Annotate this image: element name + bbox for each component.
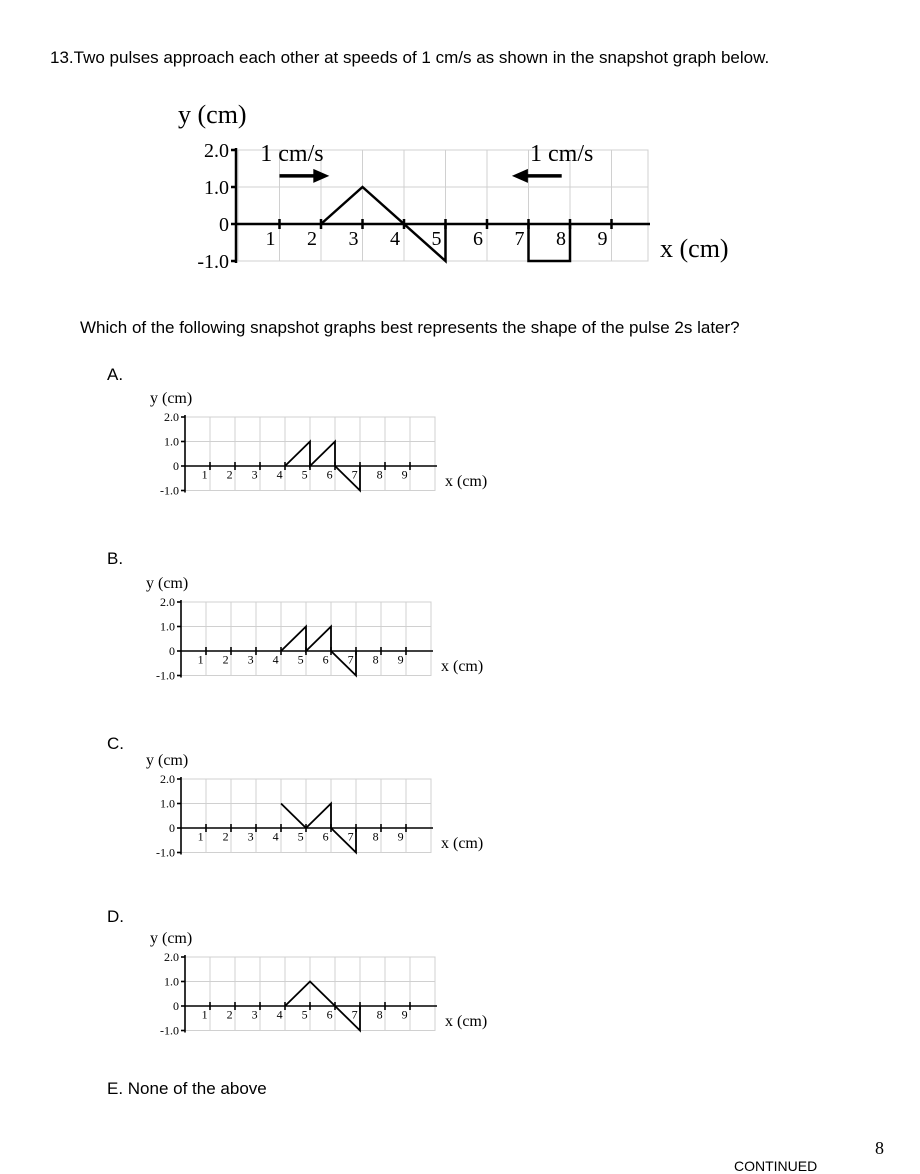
option-e: E. None of the above [107, 1079, 267, 1098]
x-tick-label: 5 [301, 1007, 308, 1022]
option-a-graph [135, 385, 505, 525]
y-tick-label: 0 [169, 821, 175, 836]
page-number: 8 [875, 1138, 884, 1158]
y-axis-label: y (cm) [150, 390, 193, 407]
x-tick-label: 2 [226, 1007, 233, 1022]
x-tick-label: 7 [347, 829, 354, 844]
x-tick-label: 6 [322, 829, 329, 844]
x-tick-label: 3 [247, 652, 254, 667]
continued-label: CONTINUED [734, 1158, 818, 1174]
y-tick-label: 0 [173, 999, 179, 1014]
x-axis-label: x (cm) [445, 473, 488, 490]
x-axis-label: x (cm) [441, 658, 484, 675]
y-axis-label: y (cm) [146, 752, 189, 769]
y-tick-label: 1.0 [164, 434, 179, 449]
y-tick-label: 2.0 [164, 950, 179, 965]
option-d-label: D. [107, 907, 124, 926]
x-tick-label: 4 [272, 829, 279, 844]
question-body: Two pulses approach each other at speeds of 1 cm/s as shown in the snapshot graph below. [73, 48, 770, 67]
x-tick-label: 7 [514, 228, 525, 250]
question-number: 13. [50, 48, 74, 67]
x-tick-label: 3 [348, 228, 359, 250]
x-axis-label: x (cm) [660, 234, 729, 263]
option-a-label: A. [107, 365, 124, 384]
option-b-label: B. [107, 549, 124, 568]
x-tick-label: 9 [401, 1007, 408, 1022]
x-tick-label: 8 [376, 467, 383, 482]
y-tick-label: 2.0 [204, 140, 229, 162]
option-c-label: C. [107, 734, 124, 753]
x-axis-label: x (cm) [441, 835, 484, 852]
y-tick-label: 2.0 [160, 595, 175, 610]
x-tick-label: 9 [401, 467, 408, 482]
y-tick-label: 2.0 [164, 410, 179, 425]
y-tick-label: 1.0 [164, 974, 179, 989]
x-tick-label: 7 [351, 1007, 358, 1022]
x-tick-label: 4 [276, 1007, 283, 1022]
y-tick-label: -1.0 [160, 483, 179, 498]
x-tick-label: 9 [397, 829, 404, 844]
x-tick-label: 8 [376, 1007, 383, 1022]
x-tick-label: 2 [222, 829, 229, 844]
subquestion-text: Which of the following snapshot graphs best represents the shape of the pulse 2s later? [80, 318, 740, 337]
x-tick-label: 2 [226, 467, 233, 482]
y-tick-label: 0 [219, 214, 229, 236]
y-tick-label: 0 [173, 459, 179, 474]
y-tick-label: 0 [169, 644, 175, 659]
x-tick-label: 5 [297, 829, 304, 844]
x-tick-label: 3 [251, 467, 258, 482]
main-snapshot-graph [160, 95, 760, 285]
x-axis-label: x (cm) [445, 1013, 488, 1030]
x-tick-label: 1 [265, 228, 276, 250]
x-tick-label: 8 [556, 228, 566, 250]
x-tick-label: 7 [347, 652, 354, 667]
y-tick-label: 2.0 [160, 772, 175, 787]
x-tick-label: 8 [372, 652, 379, 667]
left-speed-arrow-label: 1 cm/s [260, 141, 324, 168]
option-b-graph [131, 570, 501, 710]
y-tick-label: 1.0 [204, 177, 229, 199]
question-text [50, 48, 769, 68]
right-speed-arrow-label: 1 cm/s [530, 141, 594, 168]
x-tick-label: 5 [301, 467, 308, 482]
option-c-graph [131, 747, 501, 887]
x-tick-label: 5 [297, 652, 304, 667]
x-tick-label: 2 [307, 228, 317, 250]
x-tick-label: 5 [431, 228, 442, 250]
y-tick-label: 1.0 [160, 796, 175, 811]
y-tick-label: 1.0 [160, 619, 175, 634]
x-tick-label: 9 [397, 652, 404, 667]
y-tick-label: -1.0 [160, 1023, 179, 1038]
x-tick-label: 4 [276, 467, 283, 482]
y-tick-label: -1.0 [156, 668, 175, 683]
y-tick-label: -1.0 [197, 251, 229, 273]
x-tick-label: 2 [222, 652, 229, 667]
y-axis-label: y (cm) [150, 930, 193, 947]
x-tick-label: 8 [372, 829, 379, 844]
x-tick-label: 1 [201, 1007, 208, 1022]
x-tick-label: 4 [272, 652, 279, 667]
option-d-graph [135, 925, 505, 1065]
x-tick-label: 9 [597, 228, 608, 250]
x-tick-label: 6 [326, 1007, 333, 1022]
x-tick-label: 6 [473, 228, 483, 250]
x-tick-label: 6 [322, 652, 329, 667]
x-tick-label: 6 [326, 467, 333, 482]
x-tick-label: 4 [390, 228, 400, 250]
y-axis-label: y (cm) [146, 575, 189, 592]
y-tick-label: -1.0 [156, 845, 175, 860]
x-tick-label: 3 [251, 1007, 258, 1022]
x-tick-label: 1 [201, 467, 208, 482]
x-tick-label: 3 [247, 829, 254, 844]
x-tick-label: 7 [351, 467, 358, 482]
x-tick-label: 1 [197, 829, 204, 844]
y-axis-label: y (cm) [178, 100, 247, 129]
x-tick-label: 1 [197, 652, 204, 667]
